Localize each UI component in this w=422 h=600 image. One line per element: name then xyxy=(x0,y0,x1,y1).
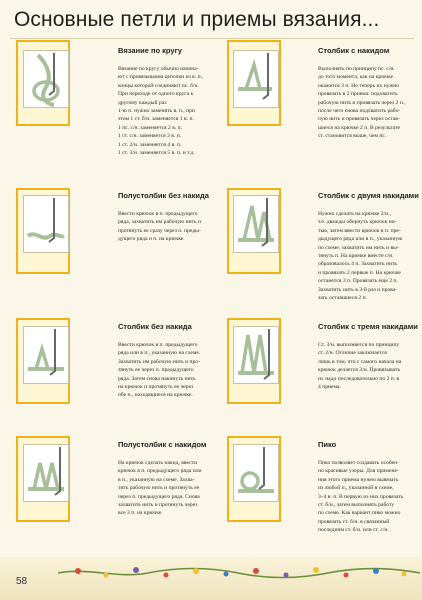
illustration-picot xyxy=(233,444,279,502)
section-heading: Пико xyxy=(318,440,337,449)
illustration-treble-crochet xyxy=(233,195,279,253)
section-heading: Столбик с двумя накидами xyxy=(318,191,419,200)
section-text-slip-stitch: Ввести крючок в п. предыдущего ряда, захватить им рабочую нить и протянуть ее сразу через п. преды- дущего ряда и п. на крючке. xyxy=(118,211,201,243)
section-text-double-crochet: Выполнять по принципу пс. с/н. до того момента, как на крючке окажется 3 п. Но теперь их нужно провязать в 2 приема: подхватить рабочую нить и провязать через 2 п., после чего снова подхватить рабо- чую нить и провязать через остав- шиеся на крючке 2 п. В результате ст. становится выше, чем пс. xyxy=(318,66,406,140)
illustration-single-crochet xyxy=(23,326,69,384)
illustration-slip-stitch xyxy=(23,195,69,253)
section-text-crochet-in-round: Вязание по кругу обычно начина- ют с провязывания цепочки из в. п., концы которой соединяют пс. б/н. При переходе от одного круга к другому каждый раз 1-ю п. нужно заменять в. п., при этом 1 ст. б/н. заменяется 1 в. п. 1 пс. с/н. заменяется 2 в. п. 1 ст. с/н. заменяется 3 в. п. 1 ст. 2/н. заменяется 4 в. п. 1 ст. 3/н. заменяется 5 в. п. и т.д. xyxy=(118,66,204,157)
page-title: Основные петли и приемы вязания... xyxy=(14,8,380,31)
section-heading: Столбик с накидом xyxy=(318,46,390,55)
section-heading: Столбик с тремя накидами xyxy=(318,322,418,331)
section-text-half-double-crochet: На крючок сделать накид, ввести крючок в п. предыдущего ряда или в п., указанную на схеме. Захва- тить рабочую нить и протянуть ее через п. предыдущего ряда. Снова захватить нить и протянуть через все 3 п. на крючке. xyxy=(118,460,202,517)
section-text-treble-crochet: Нужно сделать на крючке 2/н., т.е. дважды обернуть крючок ни- тью, затем ввести крючок в п. пре- дыдущего ряда или в п., указанную по схеме, захватить им нить и вы- тянуть п. На крючке вместе с/н. образовалось 4 п. Захватить нить и провязать 2 первые п. На крючке останется 3 п. Провязать еще 2 п. Захватить нить в 3-й раз и прова- зать оставшиеся 2 п. xyxy=(318,211,403,302)
section-heading: Полустолбик с накидом xyxy=(118,440,207,449)
section-heading: Столбик без накида xyxy=(118,322,192,331)
section-text-single-crochet: Ввести крючок в п. предыдущего ряда или в п., указанную на схеме. Захватить им рабочую нить и про- тянуть ее через п. предыдущего ряда. Затем снова накинуть нить на крючок и протянуть ее через обе п., находящиеся на крючке. xyxy=(118,342,201,399)
section-heading: Полустолбик без накида xyxy=(118,191,209,200)
floral-vine-decoration xyxy=(58,564,420,580)
section-heading: Вязание по кругу xyxy=(118,46,182,55)
title-divider xyxy=(10,38,414,39)
illustration-half-double-crochet xyxy=(23,444,69,502)
section-text-picot: Пико позволяет создавать особен- но красивые узоры. Для примене- ния этого приема нужно вывязать из любой п., указанной в схеме, 3–4 в. п. В первую из них провязать ст. б/н., затем выполнять работу по схеме. Как вариант пико можно провязать ст. б/н. в связанный последним ст. б/н. или ст. с/н. xyxy=(318,460,404,534)
section-text-triple-treble-crochet: Ст. 3/н. выполняется по принципу ст. 2/н. Отличие заключается лишь в том, что с самого начала на крючок делается 3/н. Провязывать их надо последовательно по 2 п. в 4 приема. xyxy=(318,342,402,391)
illustration-crochet-in-round xyxy=(23,50,69,108)
illustration-double-crochet xyxy=(233,50,279,108)
illustration-triple-treble-crochet xyxy=(233,326,279,384)
page-number: 58 xyxy=(16,576,28,587)
